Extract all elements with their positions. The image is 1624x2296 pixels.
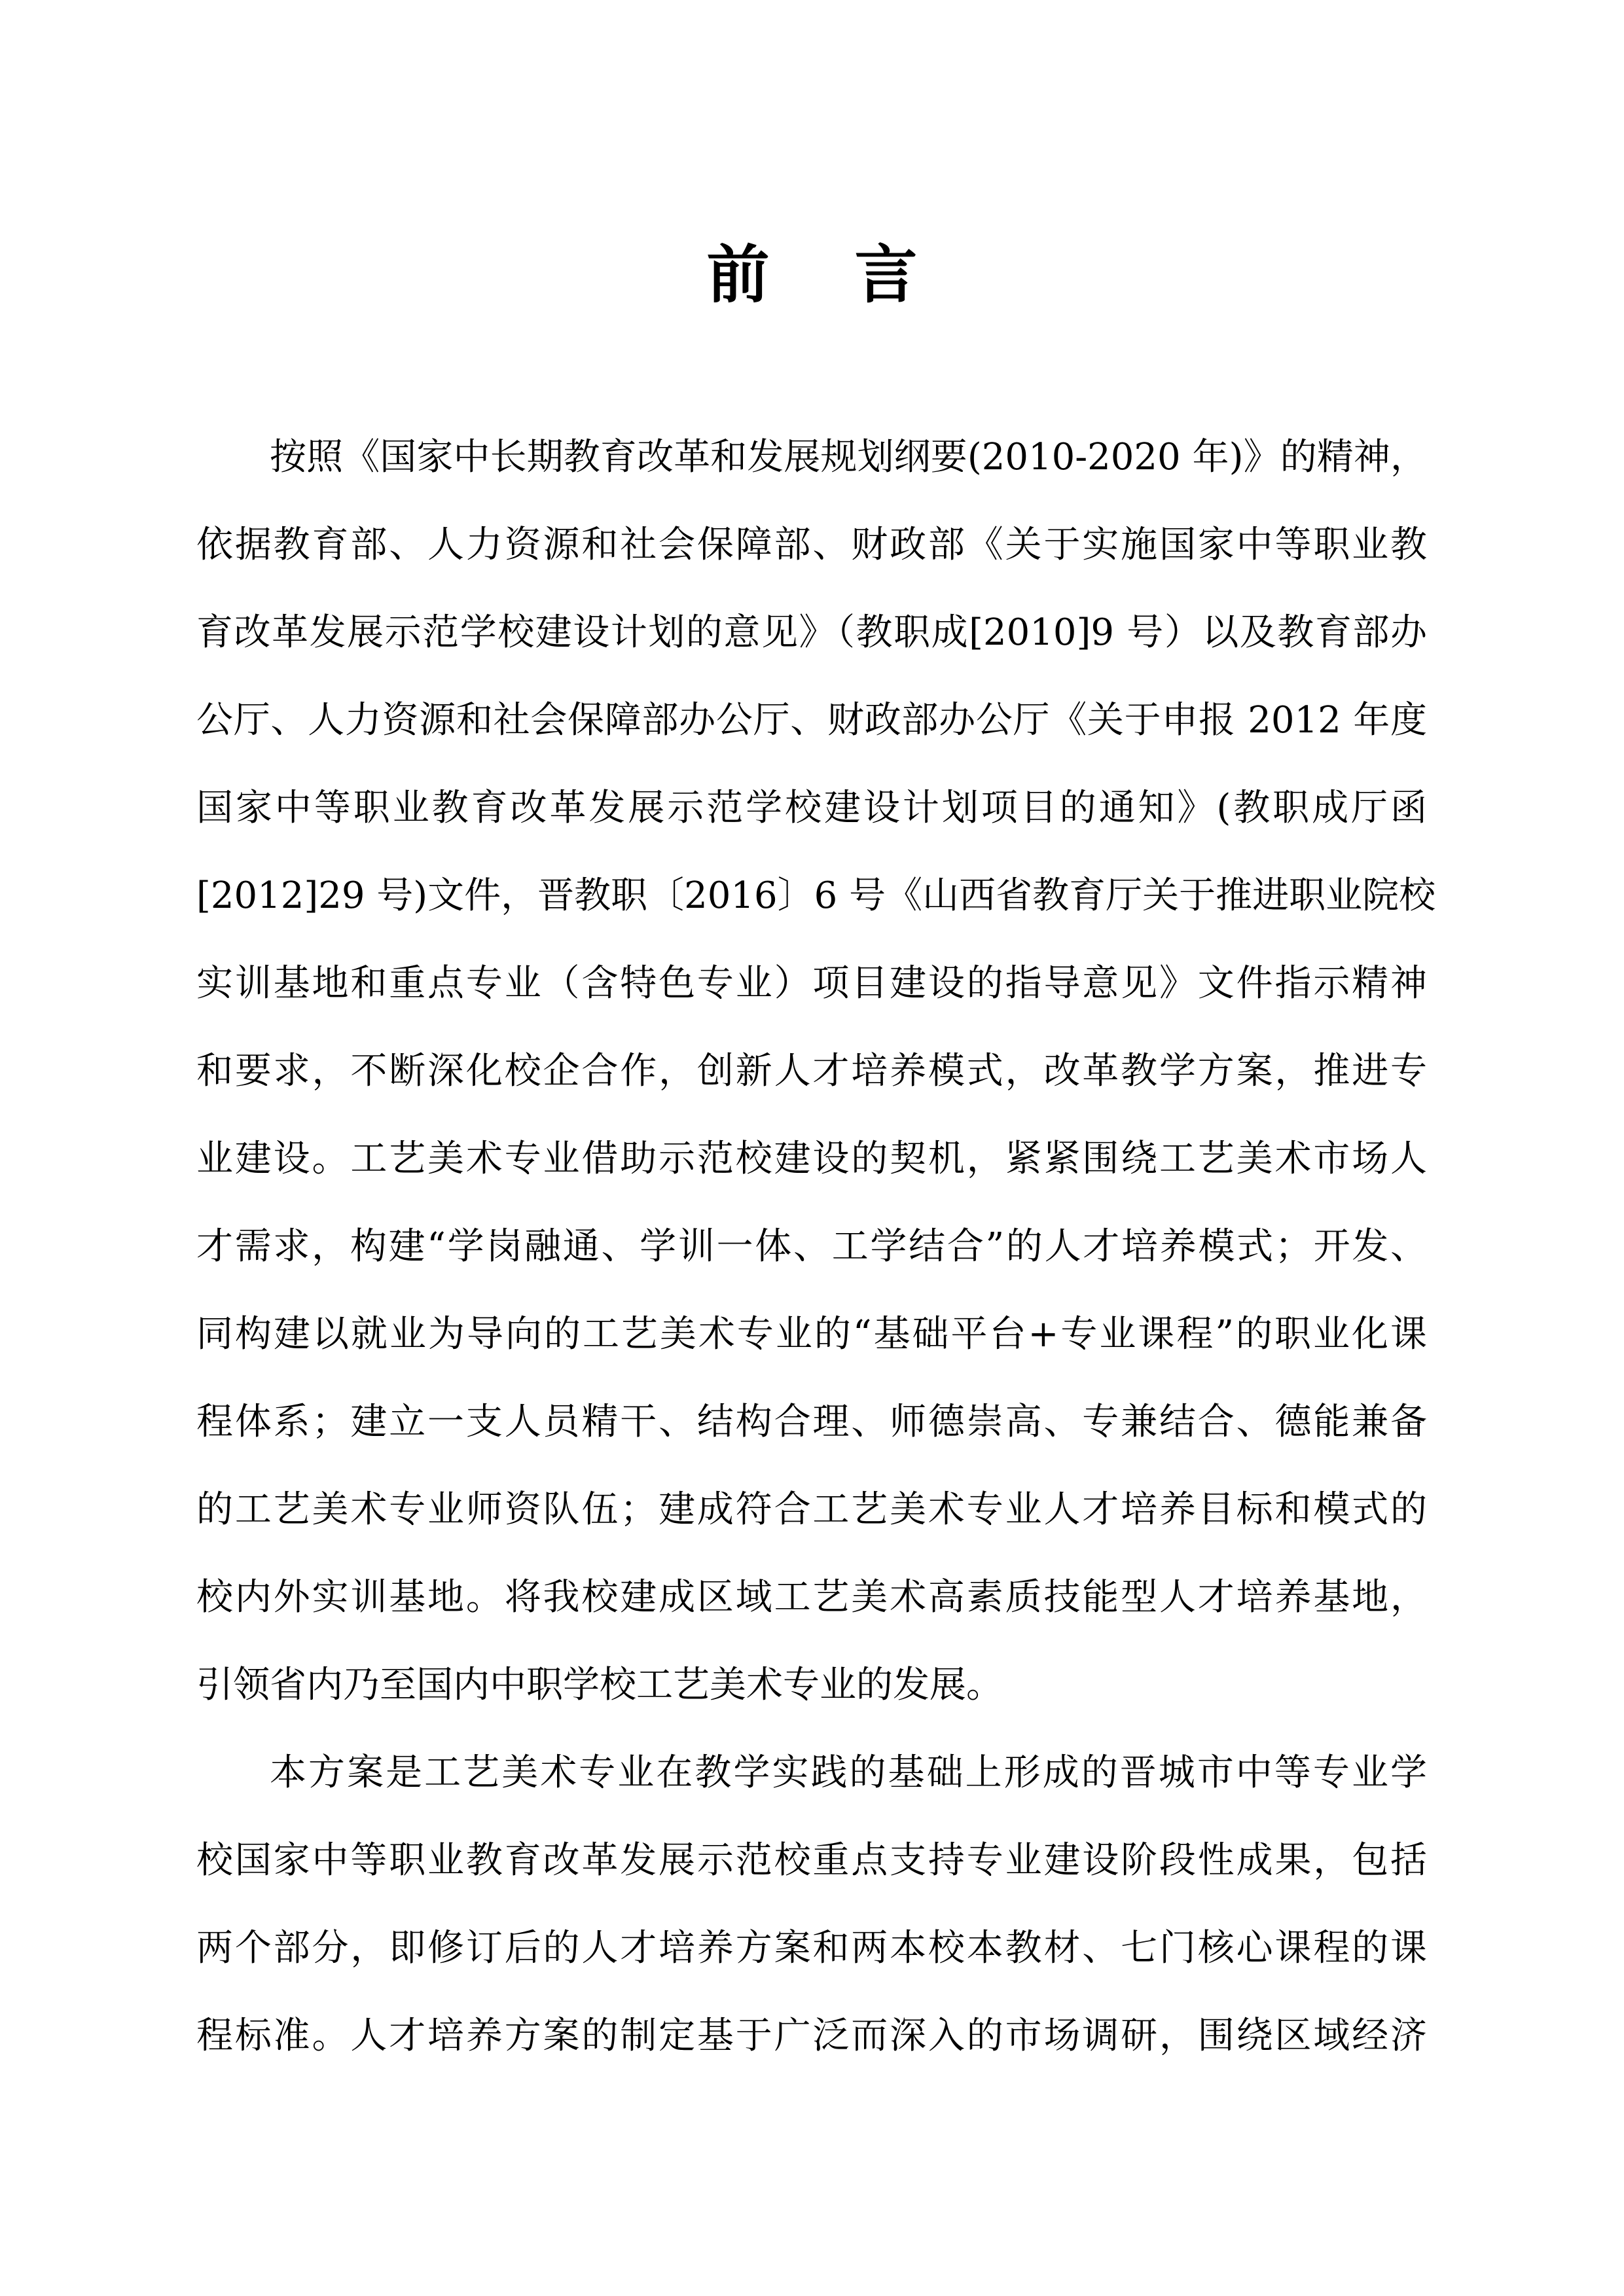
text-line: 国家中等职业教育改革发展示范学校建设计划项目的通知》(教职成厅函 — [196, 787, 1427, 829]
text-line: 实训基地和重点专业（含特色专业）项目建设的指导意见》文件指示精神 — [196, 962, 1427, 1005]
document-body — [196, 414, 1436, 2080]
text-line: 依据教育部、人力资源和社会保障部、财政部《关于实施国家中等职业教 — [196, 524, 1427, 566]
text-line: 业建设。工艺美术专业借助示范校建设的契机，紧紧围绕工艺美术市场人 — [196, 1138, 1427, 1180]
text-line: 程标准。人才培养方案的制定基于广泛而深入的市场调研，围绕区域经济 — [196, 2015, 1427, 2057]
text-line: 和要求，不断深化校企合作，创新人才培养模式，改革教学方案，推进专 — [196, 1050, 1427, 1092]
text-line: [2012]29 号)文件，晋教职〔2016〕6 号《山西省教育厅关于推进职业院校 — [196, 874, 1436, 917]
text-line: 引领省内乃至国内中职学校工艺美术专业的发展。 — [196, 1664, 1003, 1706]
text-line: 才需求，构建“学岗融通、学训一体、工学结合”的人才培养模式；开发、 — [196, 1225, 1427, 1268]
text-line: 公厅、人力资源和社会保障部办公厅、财政部办公厅《关于申报 2012 年度 — [196, 699, 1427, 742]
paragraph-2 — [196, 1729, 1427, 2080]
text-line: 的工艺美术专业师资队伍；建成符合工艺美术专业人才培养目标和模式的 — [196, 1488, 1427, 1531]
text-line: 本方案是工艺美术专业在教学实践的基础上形成的晋城市中等专业学 — [270, 1751, 1427, 1794]
text-line: 两个部分，即修订后的人才培养方案和两本校本教材、七门核心课程的课 — [196, 1927, 1427, 1969]
text-line: 校国家中等职业教育改革发展示范校重点支持专业建设阶段性成果，包括 — [196, 1839, 1427, 1882]
paragraph-1 — [196, 414, 1436, 1729]
page-title: 前言 — [706, 238, 1003, 312]
text-line: 育改革发展示范学校建设计划的意见》（教职成[2010]9 号）以及教育部办 — [196, 611, 1427, 654]
text-line: 校内外实训基地。将我校建成区域工艺美术高素质技能型人才培养基地， — [196, 1576, 1427, 1619]
text-line: 程体系；建立一支人员精干、结构合理、师德崇高、专兼结合、德能兼备 — [196, 1401, 1427, 1443]
text-line: 按照《国家中长期教育改革和发展规划纲要(2010-2020 年)》的精神， — [270, 436, 1427, 478]
text-line: 同构建以就业为导向的工艺美术专业的“基础平台+专业课程”的职业化课 — [196, 1313, 1427, 1355]
